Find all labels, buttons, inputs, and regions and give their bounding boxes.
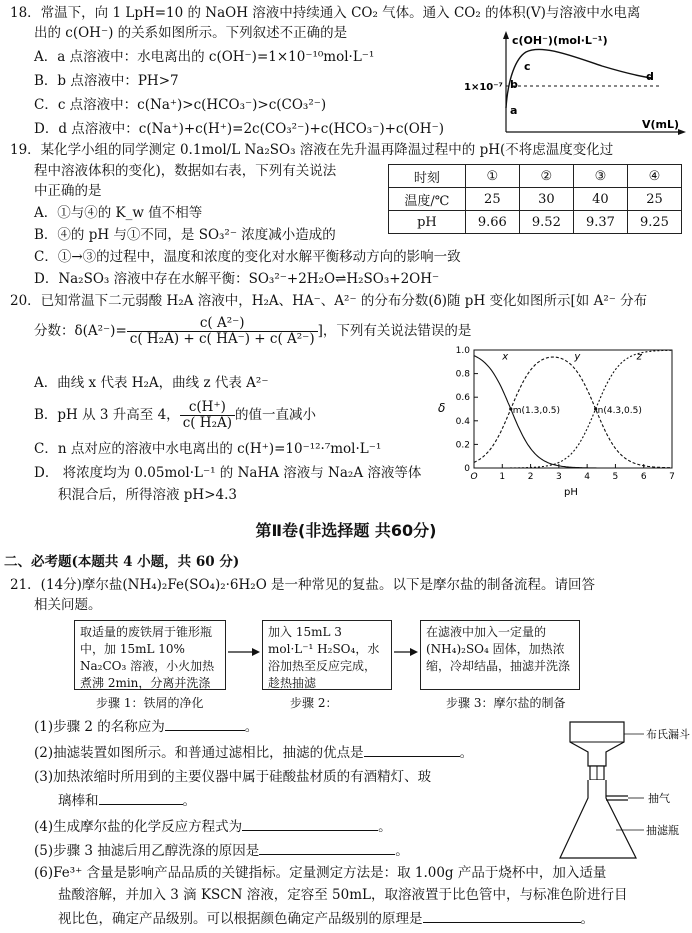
q19-option-a: A．①与④的 K_w 值不相等 xyxy=(34,205,203,221)
q20-option-b-fraction xyxy=(180,400,235,431)
curve-label-y: y xyxy=(574,351,581,363)
table-row xyxy=(389,165,682,188)
q19-stem-3: 中正确的是 xyxy=(34,183,102,199)
period: 。 xyxy=(182,793,196,809)
q20-stem-2-pre: 分数：δ(A²⁻)= xyxy=(34,323,127,339)
q21-sub-4-text: (4)生成摩尔盐的化学反应方程式为 xyxy=(34,819,243,835)
apparatus-label-funnel: 布氏漏斗 xyxy=(646,728,690,741)
fraction-denominator: c( H₂A) xyxy=(182,415,233,431)
q21-sub-3b-text: 璃棒和 xyxy=(58,793,99,809)
table-cell: 25 xyxy=(627,188,681,211)
q20-distribution-chart xyxy=(432,340,688,500)
curve-label-z: z xyxy=(636,351,642,363)
table-cell: 9.37 xyxy=(573,211,627,234)
q21-sub-5-text: (5)步骤 3 抽滤后用乙醇洗涤的原因是 xyxy=(34,843,260,859)
y-tick-label: 0.2 xyxy=(455,440,470,451)
curve-z xyxy=(474,350,672,468)
q21-sub-2-text: (2)抽滤装置如图所示。和普通过滤相比，抽滤的优点是 xyxy=(34,745,364,761)
x-tick-label: 2 xyxy=(527,472,534,482)
table-cell: 40 xyxy=(573,188,627,211)
q20-stem-2 xyxy=(34,314,471,348)
suction-flask-icon xyxy=(560,780,636,858)
q21-sub-2 xyxy=(34,742,473,762)
y-tick-label: 1.0 xyxy=(455,346,470,356)
q21-sub-3a: (3)加热浓缩时所用到的主要仪器中属于硅酸盐材质的有酒精灯、玻 xyxy=(34,769,432,785)
y-tick-label: 0 xyxy=(464,464,470,474)
x-tick-label: 3 xyxy=(555,472,562,482)
suction-filter-apparatus xyxy=(548,718,690,868)
q21-sub-3b xyxy=(58,790,196,810)
answer-blank-2[interactable] xyxy=(364,742,460,757)
period: 。 xyxy=(244,719,259,735)
point-m-label: m(1.3,0.5) xyxy=(512,406,561,416)
q18-option-b: B．b 点溶液中：PH>7 xyxy=(34,73,179,89)
x-tick-label: O xyxy=(470,472,478,482)
table-cell: 25 xyxy=(465,188,519,211)
x-tick-label: 5 xyxy=(612,472,619,482)
y-tick-label: 0.4 xyxy=(455,416,470,427)
q18-point-c: c xyxy=(524,60,531,73)
period: 。 xyxy=(378,819,392,835)
flow-caption-step-3: 步骤 3：摩尔盐的制备 xyxy=(446,696,566,710)
curve-label-x: x xyxy=(502,351,509,363)
q19-option-b: B．④的 pH 与①不同，是 SO₃²⁻ 浓度减小造成的 xyxy=(34,227,336,243)
table-header-cell: ③ xyxy=(573,165,627,188)
q18-point-a: a xyxy=(510,104,518,117)
q21-sub-1-text: (1)步骤 2 的名称应为 xyxy=(34,719,165,735)
q21-sub-6c-text: 视比色，确定产品级别。可以根据颜色确定产品级别的原理是 xyxy=(58,911,423,927)
q18-graph-ytick: 1×10⁻⁷ xyxy=(464,82,503,93)
flow-caption-step-1: 步骤 1：铁屑的净化 xyxy=(96,696,204,710)
x-tick-label: 7 xyxy=(669,472,675,482)
answer-blank-6[interactable] xyxy=(423,908,581,923)
y-tick-label: 0.8 xyxy=(455,369,470,380)
q18-option-a: A．a 点溶液中：水电离出的 c(OH⁻)=1×10⁻¹⁰mol·L⁻¹ xyxy=(34,49,375,65)
q21-sub-5 xyxy=(34,840,409,860)
q21-sub-4 xyxy=(34,816,392,836)
q18-point-d: d xyxy=(646,70,654,83)
q18-graph xyxy=(462,28,688,140)
q20-chart-ylabel: δ xyxy=(438,401,446,415)
table-cell: 9.52 xyxy=(519,211,573,234)
table-cell: 温度/℃ xyxy=(389,188,466,211)
q18-option-c: C．c 点溶液中：c(Na⁺)>c(HCO₃⁻)>c(CO₃²⁻) xyxy=(34,97,327,113)
period: 。 xyxy=(459,745,474,761)
table-row xyxy=(389,188,682,211)
flow-box-step-2: 加入 15mL 3 mol·L⁻¹ H₂SO₄，水浴加热至反应完成，趁热抽滤 xyxy=(262,620,392,690)
q20-option-b-pre: B．pH 从 3 升高至 4， xyxy=(34,407,180,423)
period: 。 xyxy=(580,911,594,927)
x-tick-label: 1 xyxy=(499,472,506,482)
period: 。 xyxy=(395,843,409,859)
table-header-cell: ④ xyxy=(627,165,681,188)
answer-blank-3[interactable] xyxy=(99,790,183,805)
q21-sub-6a: (6)Fe³⁺ 含量是影响产品品质的关键指标。定量测定方法是：取 1.00g 产品于烧杯中，加入适量 xyxy=(34,865,607,881)
q19-option-c: C．①→③的过程中，温度和浓度的变化对水解平衡移动方向的影响一致 xyxy=(34,249,461,265)
q20-option-b-post: 的值一直减小 xyxy=(235,407,317,423)
q20-delta-fraction xyxy=(127,316,318,347)
table-cell: 9.25 xyxy=(627,211,681,234)
table-cell: 9.66 xyxy=(465,211,519,234)
q20-option-b xyxy=(34,398,316,432)
table-cell: pH xyxy=(389,211,466,234)
q20-option-a: A．曲线 x 代表 H₂A，曲线 z 代表 A²⁻ xyxy=(34,375,269,391)
fraction-numerator: c( A²⁻) xyxy=(127,316,318,332)
table-cell: 30 xyxy=(519,188,573,211)
q21-sub-6b: 盐酸溶解，并加入 3 滴 KSCN 溶液，定容至 50mL，取溶液置于比色管中，与标准色阶进行目 xyxy=(58,887,628,903)
flow-box-step-3: 在滤液中加入一定量的(NH₄)₂SO₄ 固体，加热浓缩，冷却结晶，抽滤并洗涤 xyxy=(420,620,580,690)
q18-stem-2: 出的 c(OH⁻) 的关系如图所示。下列叙述不正确的是 xyxy=(34,25,348,41)
q20-option-d-1: D． 将浓度均为 0.05mol·L⁻¹ 的 NaHA 溶液与 Na₂A 溶液等体 xyxy=(34,465,422,481)
q19-stem-2: 程中溶液体积的变化)，数据如右表，下列有关说法 xyxy=(34,163,337,179)
x-tick-label: 6 xyxy=(640,472,647,482)
q19-data-table xyxy=(388,164,682,234)
curve-x xyxy=(474,356,672,468)
q20-stem-2-post: ]，下列有关说法错误的是 xyxy=(317,323,472,339)
flow-caption-step-2: 步骤 2： xyxy=(290,696,338,710)
buchner-funnel-icon xyxy=(570,722,624,766)
y-tick-label: 0.6 xyxy=(455,393,470,404)
apparatus-label-flask: 抽滤瓶 xyxy=(646,824,679,837)
q20-option-c: C．n 点对应的溶液中水电离出的 c(H⁺)=10⁻¹²·⁷mol·L⁻¹ xyxy=(34,441,382,457)
answer-blank-5[interactable] xyxy=(259,840,395,855)
q21-stem-1: 21．(14分)摩尔盐(NH₄)₂Fe(SO₄)₂·6H₂O 是一种常见的复盐。以下是摩尔盐的制备流程。请回答 xyxy=(10,577,596,593)
flow-arrow-2 xyxy=(392,645,420,659)
answer-blank-1[interactable] xyxy=(165,716,245,731)
table-header-cell: 时刻 xyxy=(389,165,466,188)
q20-option-d-2: 积混合后，所得溶液 pH>4.3 xyxy=(58,487,237,503)
flow-arrow-1 xyxy=(226,645,262,659)
fraction-denominator: c( H₂A) + c( HA⁻) + c( A²⁻) xyxy=(129,331,315,347)
fraction-numerator: c(H⁺) xyxy=(180,400,235,416)
curve-y xyxy=(474,357,672,468)
flow-box-step-1: 取适量的废铁屑于锥形瓶中，加 15mL 10% Na₂CO₃ 溶液，小火加热煮沸 2min，分离并洗涤 xyxy=(74,620,226,690)
table-header-cell: ② xyxy=(519,165,573,188)
point-n-label: n(4.3,0.5) xyxy=(597,406,642,416)
q21-sub-1 xyxy=(34,716,258,736)
q18-option-d: D．d 点溶液中：c(Na⁺)+c(H⁺)=2c(CO₃²⁻)+c(HCO₃⁻)+c(OH⁻) xyxy=(34,121,444,137)
q18-stem-1: 18．常温下，向 1 LpH=10 的 NaOH 溶液中持续通入 CO₂ 气体。通入 CO₂ 的体积(V)与溶液中水电离 xyxy=(10,5,641,21)
q18-graph-ylabel: c(OH⁻)(mol·L⁻¹) xyxy=(512,34,608,47)
answer-blank-4[interactable] xyxy=(242,816,378,831)
table-row xyxy=(389,211,682,234)
q21-sub-6c xyxy=(58,908,594,928)
x-tick-label: 4 xyxy=(584,472,591,482)
q19-stem-1: 19．某化学小组的同学测定 0.1mol/L Na₂SO₃ 溶液在先升温再降温过程中的 pH(不将虑温度变化过 xyxy=(10,142,614,158)
part-2-heading: 二、必考题(本题共 4 小题，共 60 分) xyxy=(4,554,240,570)
apparatus-label-suction: 抽气 xyxy=(648,792,670,805)
section-heading: 第Ⅱ卷(非选择题 共60分) xyxy=(255,521,437,540)
q20-stem-1: 20．已知常温下二元弱酸 H₂A 溶液中，H₂A、HA⁻、A²⁻ 的分布分数(δ)随 pH 变化如图所示[如 A²⁻ 分布 xyxy=(10,293,648,309)
chart-frame xyxy=(474,350,672,468)
q18-graph-xlabel: V(mL) xyxy=(642,118,680,131)
q19-option-d: D．Na₂SO₃ 溶液中存在水解平衡：SO₃²⁻+2H₂O⇌H₂SO₃+2OH⁻ xyxy=(34,271,440,287)
table-header-cell: ① xyxy=(465,165,519,188)
q20-chart-xlabel: pH xyxy=(564,487,578,498)
q18-point-b: b xyxy=(510,78,518,91)
q21-stem-2: 相关问题。 xyxy=(34,597,102,613)
